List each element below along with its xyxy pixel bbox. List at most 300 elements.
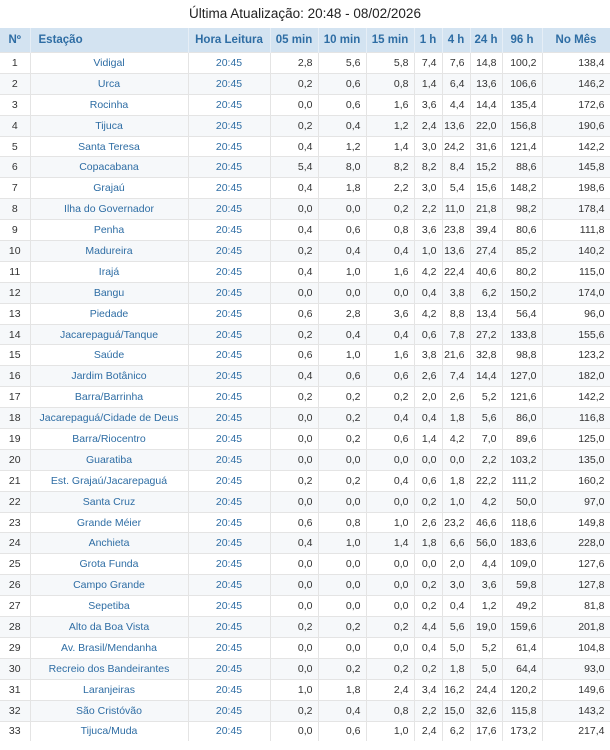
cell-24h: 14,8 (470, 53, 502, 74)
cell-station: Av. Brasil/Mendanha (30, 637, 188, 658)
cell-reading-time: 20:45 (188, 512, 270, 533)
cell-station: Santa Teresa (30, 136, 188, 157)
cell-1h: 3,0 (414, 136, 442, 157)
cell-10min: 1,0 (318, 345, 366, 366)
cell-number: 9 (0, 220, 30, 241)
cell-10min: 0,0 (318, 282, 366, 303)
table-row (0, 199, 610, 220)
cell-reading-time: 20:45 (188, 115, 270, 136)
cell-month: 149,8 (542, 512, 610, 533)
cell-10min: 0,8 (318, 512, 366, 533)
cell-station: Barra/Barrinha (30, 387, 188, 408)
cell-4h: 6,4 (442, 73, 470, 94)
cell-96h: 59,8 (502, 575, 542, 596)
table-header-row (0, 28, 610, 53)
cell-10min: 0,6 (318, 220, 366, 241)
cell-number: 5 (0, 136, 30, 157)
cell-month: 127,8 (542, 575, 610, 596)
cell-month: 143,2 (542, 700, 610, 721)
cell-24h: 32,8 (470, 345, 502, 366)
cell-reading-time: 20:45 (188, 136, 270, 157)
cell-month: 142,2 (542, 136, 610, 157)
cell-reading-time: 20:45 (188, 324, 270, 345)
cell-05min: 0,0 (270, 408, 318, 429)
cell-number: 15 (0, 345, 30, 366)
cell-05min: 0,0 (270, 575, 318, 596)
cell-4h: 7,8 (442, 324, 470, 345)
cell-number: 3 (0, 94, 30, 115)
cell-15min: 0,4 (366, 408, 414, 429)
cell-reading-time: 20:45 (188, 554, 270, 575)
cell-station: Campo Grande (30, 575, 188, 596)
cell-10min: 1,8 (318, 178, 366, 199)
cell-15min: 1,4 (366, 533, 414, 554)
cell-1h: 2,6 (414, 366, 442, 387)
cell-24h: 27,2 (470, 324, 502, 345)
cell-96h: 111,2 (502, 470, 542, 491)
cell-4h: 0,4 (442, 596, 470, 617)
table-row (0, 303, 610, 324)
cell-reading-time: 20:45 (188, 449, 270, 470)
cell-month: 172,6 (542, 94, 610, 115)
cell-station: Anchieta (30, 533, 188, 554)
cell-month: 127,6 (542, 554, 610, 575)
cell-1h: 2,4 (414, 721, 442, 741)
cell-number: 2 (0, 73, 30, 94)
cell-24h: 15,2 (470, 157, 502, 178)
cell-96h: 80,2 (502, 261, 542, 282)
cell-10min: 1,0 (318, 533, 366, 554)
cell-96h: 64,4 (502, 658, 542, 679)
cell-month: 142,2 (542, 387, 610, 408)
cell-24h: 6,2 (470, 282, 502, 303)
cell-24h: 7,0 (470, 429, 502, 450)
cell-month: 111,8 (542, 220, 610, 241)
cell-15min: 0,2 (366, 387, 414, 408)
cell-reading-time: 20:45 (188, 178, 270, 199)
cell-24h: 5,6 (470, 408, 502, 429)
cell-96h: 85,2 (502, 241, 542, 262)
cell-96h: 133,8 (502, 324, 542, 345)
cell-05min: 0,0 (270, 429, 318, 450)
cell-4h: 0,0 (442, 449, 470, 470)
cell-number: 6 (0, 157, 30, 178)
cell-24h: 5,2 (470, 387, 502, 408)
cell-reading-time: 20:45 (188, 408, 270, 429)
cell-reading-time: 20:45 (188, 658, 270, 679)
table-row (0, 178, 610, 199)
cell-24h: 40,6 (470, 261, 502, 282)
cell-station: Bangu (30, 282, 188, 303)
cell-10min: 0,2 (318, 658, 366, 679)
cell-station: Ilha do Governador (30, 199, 188, 220)
cell-1h: 0,2 (414, 575, 442, 596)
cell-1h: 0,6 (414, 324, 442, 345)
cell-number: 14 (0, 324, 30, 345)
cell-month: 97,0 (542, 491, 610, 512)
cell-number: 27 (0, 596, 30, 617)
cell-05min: 0,0 (270, 554, 318, 575)
cell-reading-time: 20:45 (188, 366, 270, 387)
cell-4h: 6,6 (442, 533, 470, 554)
cell-1h: 3,0 (414, 178, 442, 199)
cell-05min: 1,0 (270, 679, 318, 700)
cell-4h: 1,8 (442, 470, 470, 491)
cell-15min: 2,4 (366, 679, 414, 700)
cell-24h: 24,4 (470, 679, 502, 700)
cell-station: Vidigal (30, 53, 188, 74)
table-body (0, 53, 610, 742)
cell-station: Est. Grajaú/Jacarepaguá (30, 470, 188, 491)
cell-10min: 0,6 (318, 73, 366, 94)
cell-reading-time: 20:45 (188, 241, 270, 262)
cell-96h: 100,2 (502, 53, 542, 74)
cell-4h: 1,8 (442, 658, 470, 679)
cell-15min: 1,6 (366, 94, 414, 115)
cell-number: 22 (0, 491, 30, 512)
cell-reading-time: 20:45 (188, 700, 270, 721)
cell-05min: 0,2 (270, 470, 318, 491)
cell-month: 123,2 (542, 345, 610, 366)
cell-station: Tijuca/Muda (30, 721, 188, 741)
cell-4h: 3,0 (442, 575, 470, 596)
cell-4h: 5,6 (442, 617, 470, 638)
cell-15min: 0,8 (366, 73, 414, 94)
table-row (0, 73, 610, 94)
table-row (0, 241, 610, 262)
table-row (0, 449, 610, 470)
cell-station: Urca (30, 73, 188, 94)
header-10min[interactable]: 10 min (318, 28, 366, 53)
cell-05min: 0,2 (270, 241, 318, 262)
cell-24h: 14,4 (470, 366, 502, 387)
cell-05min: 0,0 (270, 282, 318, 303)
cell-4h: 7,6 (442, 53, 470, 74)
cell-station: Recreio dos Bandeirantes (30, 658, 188, 679)
cell-reading-time: 20:45 (188, 491, 270, 512)
cell-reading-time: 20:45 (188, 73, 270, 94)
cell-4h: 5,0 (442, 637, 470, 658)
cell-reading-time: 20:45 (188, 282, 270, 303)
table-row (0, 282, 610, 303)
cell-10min: 0,0 (318, 491, 366, 512)
cell-10min: 8,0 (318, 157, 366, 178)
cell-05min: 0,4 (270, 220, 318, 241)
cell-15min: 0,2 (366, 617, 414, 638)
header-05min[interactable]: 05 min (270, 28, 318, 53)
cell-1h: 7,4 (414, 53, 442, 74)
cell-number: 4 (0, 115, 30, 136)
cell-10min: 0,0 (318, 449, 366, 470)
table-row (0, 115, 610, 136)
cell-number: 7 (0, 178, 30, 199)
cell-24h: 27,4 (470, 241, 502, 262)
table-row (0, 658, 610, 679)
cell-1h: 3,6 (414, 220, 442, 241)
cell-96h: 89,6 (502, 429, 542, 450)
cell-station: Tijuca (30, 115, 188, 136)
cell-05min: 0,0 (270, 449, 318, 470)
cell-1h: 0,6 (414, 470, 442, 491)
cell-15min: 0,2 (366, 199, 414, 220)
cell-05min: 5,4 (270, 157, 318, 178)
cell-10min: 0,2 (318, 408, 366, 429)
rainfall-table (0, 28, 610, 741)
cell-month: 198,6 (542, 178, 610, 199)
cell-96h: 148,2 (502, 178, 542, 199)
table-row (0, 53, 610, 74)
header-24h[interactable]: 24 h (470, 28, 502, 53)
cell-station: Rocinha (30, 94, 188, 115)
cell-1h: 0,4 (414, 637, 442, 658)
table-row (0, 679, 610, 700)
cell-24h: 14,4 (470, 94, 502, 115)
cell-4h: 16,2 (442, 679, 470, 700)
cell-15min: 0,6 (366, 429, 414, 450)
cell-station: Irajá (30, 261, 188, 282)
table-row (0, 136, 610, 157)
cell-1h: 2,6 (414, 512, 442, 533)
cell-15min: 0,0 (366, 637, 414, 658)
cell-4h: 22,4 (442, 261, 470, 282)
cell-15min: 0,2 (366, 658, 414, 679)
cell-month: 228,0 (542, 533, 610, 554)
cell-10min: 1,0 (318, 261, 366, 282)
cell-4h: 5,4 (442, 178, 470, 199)
cell-4h: 1,8 (442, 408, 470, 429)
cell-96h: 49,2 (502, 596, 542, 617)
cell-1h: 2,0 (414, 387, 442, 408)
cell-1h: 2,4 (414, 115, 442, 136)
cell-96h: 98,8 (502, 345, 542, 366)
cell-96h: 121,6 (502, 387, 542, 408)
cell-10min: 0,4 (318, 700, 366, 721)
table-row (0, 700, 610, 721)
cell-month: 81,8 (542, 596, 610, 617)
cell-10min: 0,6 (318, 94, 366, 115)
cell-10min: 2,8 (318, 303, 366, 324)
cell-number: 20 (0, 449, 30, 470)
header-96h[interactable]: 96 h (502, 28, 542, 53)
cell-number: 19 (0, 429, 30, 450)
cell-05min: 0,4 (270, 261, 318, 282)
cell-1h: 3,6 (414, 94, 442, 115)
cell-96h: 118,6 (502, 512, 542, 533)
cell-4h: 3,8 (442, 282, 470, 303)
cell-1h: 0,0 (414, 449, 442, 470)
cell-station: Santa Cruz (30, 491, 188, 512)
cell-15min: 0,8 (366, 220, 414, 241)
cell-05min: 0,6 (270, 345, 318, 366)
cell-15min: 3,6 (366, 303, 414, 324)
cell-05min: 0,0 (270, 199, 318, 220)
header-reading-time[interactable]: Hora Leitura (188, 28, 270, 53)
cell-15min: 0,0 (366, 449, 414, 470)
header-4h[interactable]: 4 h (442, 28, 470, 53)
cell-reading-time: 20:45 (188, 220, 270, 241)
cell-month: 135,0 (542, 449, 610, 470)
cell-15min: 1,6 (366, 345, 414, 366)
cell-05min: 0,0 (270, 94, 318, 115)
cell-05min: 0,4 (270, 533, 318, 554)
cell-10min: 0,0 (318, 575, 366, 596)
cell-reading-time: 20:45 (188, 157, 270, 178)
cell-station: Piedade (30, 303, 188, 324)
table-row (0, 617, 610, 638)
cell-1h: 1,4 (414, 73, 442, 94)
cell-1h: 0,2 (414, 658, 442, 679)
cell-4h: 6,2 (442, 721, 470, 741)
cell-4h: 1,0 (442, 491, 470, 512)
cell-15min: 1,6 (366, 261, 414, 282)
cell-24h: 39,4 (470, 220, 502, 241)
cell-10min: 1,8 (318, 679, 366, 700)
cell-24h: 17,6 (470, 721, 502, 741)
cell-4h: 24,2 (442, 136, 470, 157)
cell-4h: 13,6 (442, 115, 470, 136)
cell-station: Saúde (30, 345, 188, 366)
header-number[interactable]: Nº (0, 28, 30, 53)
cell-4h: 15,0 (442, 700, 470, 721)
cell-number: 23 (0, 512, 30, 533)
cell-15min: 0,0 (366, 282, 414, 303)
cell-96h: 50,0 (502, 491, 542, 512)
cell-number: 24 (0, 533, 30, 554)
cell-reading-time: 20:45 (188, 345, 270, 366)
cell-4h: 23,8 (442, 220, 470, 241)
cell-15min: 0,4 (366, 470, 414, 491)
cell-1h: 2,2 (414, 700, 442, 721)
cell-reading-time: 20:45 (188, 637, 270, 658)
cell-96h: 109,0 (502, 554, 542, 575)
cell-10min: 0,0 (318, 637, 366, 658)
cell-24h: 5,2 (470, 637, 502, 658)
cell-1h: 2,2 (414, 199, 442, 220)
cell-05min: 0,0 (270, 637, 318, 658)
cell-number: 13 (0, 303, 30, 324)
cell-96h: 156,8 (502, 115, 542, 136)
cell-station: Grajaú (30, 178, 188, 199)
cell-15min: 0,4 (366, 324, 414, 345)
cell-reading-time: 20:45 (188, 617, 270, 638)
cell-month: 155,6 (542, 324, 610, 345)
cell-24h: 13,4 (470, 303, 502, 324)
cell-15min: 0,4 (366, 241, 414, 262)
cell-96h: 115,8 (502, 700, 542, 721)
cell-number: 29 (0, 637, 30, 658)
cell-10min: 5,6 (318, 53, 366, 74)
cell-15min: 8,2 (366, 157, 414, 178)
cell-05min: 0,4 (270, 136, 318, 157)
cell-24h: 15,6 (470, 178, 502, 199)
cell-24h: 3,6 (470, 575, 502, 596)
cell-1h: 0,4 (414, 282, 442, 303)
cell-10min: 0,0 (318, 596, 366, 617)
cell-10min: 1,2 (318, 136, 366, 157)
cell-96h: 61,4 (502, 637, 542, 658)
cell-station: São Cristóvão (30, 700, 188, 721)
cell-10min: 0,4 (318, 115, 366, 136)
table-row (0, 366, 610, 387)
cell-10min: 0,4 (318, 324, 366, 345)
cell-96h: 106,6 (502, 73, 542, 94)
cell-15min: 1,4 (366, 136, 414, 157)
cell-station: Jacarepaguá/Tanque (30, 324, 188, 345)
cell-05min: 0,2 (270, 387, 318, 408)
cell-month: 145,8 (542, 157, 610, 178)
cell-reading-time: 20:45 (188, 387, 270, 408)
header-15min[interactable]: 15 min (366, 28, 414, 53)
table-row (0, 575, 610, 596)
cell-96h: 120,2 (502, 679, 542, 700)
table-row (0, 721, 610, 741)
cell-number: 12 (0, 282, 30, 303)
cell-1h: 1,4 (414, 429, 442, 450)
table-row (0, 533, 610, 554)
cell-10min: 0,0 (318, 554, 366, 575)
cell-05min: 0,0 (270, 658, 318, 679)
cell-4h: 11,0 (442, 199, 470, 220)
header-station[interactable]: Estação (30, 28, 188, 53)
cell-1h: 1,0 (414, 241, 442, 262)
cell-96h: 150,2 (502, 282, 542, 303)
cell-station: Jardim Botânico (30, 366, 188, 387)
table-row (0, 596, 610, 617)
cell-month: 160,2 (542, 470, 610, 491)
cell-4h: 4,2 (442, 429, 470, 450)
cell-1h: 4,4 (414, 617, 442, 638)
table-row (0, 324, 610, 345)
header-month[interactable]: No Mês (542, 28, 610, 53)
cell-reading-time: 20:45 (188, 261, 270, 282)
cell-month: 178,4 (542, 199, 610, 220)
cell-month: 174,0 (542, 282, 610, 303)
table-row (0, 94, 610, 115)
cell-reading-time: 20:45 (188, 94, 270, 115)
cell-month: 125,0 (542, 429, 610, 450)
cell-05min: 2,8 (270, 53, 318, 74)
cell-05min: 0,2 (270, 73, 318, 94)
cell-number: 10 (0, 241, 30, 262)
cell-reading-time: 20:45 (188, 721, 270, 741)
cell-15min: 1,0 (366, 512, 414, 533)
cell-05min: 0,0 (270, 721, 318, 741)
cell-number: 31 (0, 679, 30, 700)
cell-10min: 0,6 (318, 366, 366, 387)
cell-96h: 103,2 (502, 449, 542, 470)
cell-station: Grande Méier (30, 512, 188, 533)
cell-reading-time: 20:45 (188, 679, 270, 700)
cell-number: 21 (0, 470, 30, 491)
cell-reading-time: 20:45 (188, 429, 270, 450)
cell-number: 8 (0, 199, 30, 220)
cell-1h: 0,0 (414, 554, 442, 575)
cell-reading-time: 20:45 (188, 470, 270, 491)
cell-15min: 2,2 (366, 178, 414, 199)
cell-10min: 0,6 (318, 721, 366, 741)
cell-month: 149,6 (542, 679, 610, 700)
cell-24h: 31,6 (470, 136, 502, 157)
cell-24h: 56,0 (470, 533, 502, 554)
cell-96h: 88,6 (502, 157, 542, 178)
cell-station: Jacarepaguá/Cidade de Deus (30, 408, 188, 429)
cell-15min: 5,8 (366, 53, 414, 74)
cell-number: 1 (0, 53, 30, 74)
table-row (0, 491, 610, 512)
header-1h[interactable]: 1 h (414, 28, 442, 53)
cell-4h: 23,2 (442, 512, 470, 533)
cell-month: 116,8 (542, 408, 610, 429)
